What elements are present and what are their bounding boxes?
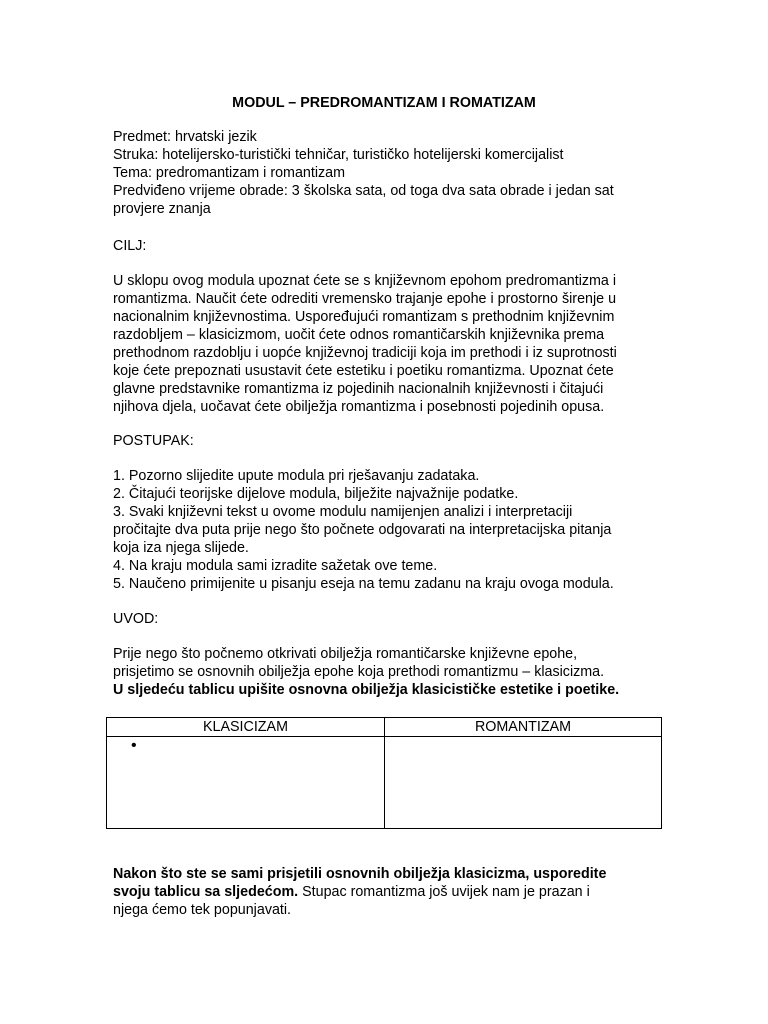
meta-block bbox=[113, 128, 614, 218]
postupak-line: 1. Pozorno slijedite upute modula pri rješavanju zadataka. bbox=[113, 468, 480, 484]
cilj-line: glavne predstavnike romantizma iz pojedinih nacionalnih književnosti i čitajući bbox=[113, 381, 604, 397]
postupak-heading: POSTUPAK: bbox=[113, 433, 194, 449]
uvod-heading: UVOD: bbox=[113, 611, 159, 627]
table-cell-klasicizam[interactable] bbox=[107, 737, 385, 829]
meta-duration: Predviđeno vrijeme obrade: 3 školska sata, od toga dva sata obrade i jedan sat bbox=[113, 183, 614, 199]
cilj-heading: CILJ: bbox=[113, 238, 147, 254]
postupak-list bbox=[113, 467, 614, 593]
comparison-table bbox=[106, 717, 662, 829]
uvod-heading-block bbox=[113, 610, 158, 628]
meta-subject: Predmet: hrvatski jezik bbox=[113, 129, 257, 145]
meta-profession: Struka: hotelijersko-turistički tehničar, turističko hotelijerski komercijalist bbox=[113, 147, 564, 163]
postupak-line: 3. Svaki književni tekst u ovome modulu namijenjen analizi i interpretaciji bbox=[113, 504, 573, 520]
cilj-paragraph bbox=[113, 272, 617, 416]
table-header-romantizam: ROMANTIZAM bbox=[385, 718, 662, 737]
cilj-line: njihova djela, uočavat ćete obilježja romantizma i posebnosti pojedinih opusa. bbox=[113, 399, 605, 415]
postupak-line: 5. Naučeno primijenite u pisanju eseja na temu zadanu na kraju ovoga modula. bbox=[113, 576, 614, 592]
meta-duration-cont: provjere znanja bbox=[113, 201, 211, 217]
bullet-point: • bbox=[131, 737, 137, 754]
cilj-line: prethodnom razdoblju i uopće književnoj tradiciji koja im prethodi i iz suprotnosti bbox=[113, 345, 617, 361]
cilj-line: razdobljem – klasicizmom, uočit ćete odnos romantičarskih književnika prema bbox=[113, 327, 605, 343]
table-cell-romantizam[interactable] bbox=[385, 737, 662, 829]
closing-line-1: Nakon što ste se sami prisjetili osnovnih obilježja klasicizma, usporedite bbox=[113, 866, 607, 882]
closing-line-2 bbox=[113, 883, 606, 901]
table-header-row bbox=[107, 718, 662, 737]
postupak-line: 2. Čitajući teorijske dijelove modula, bilježite najvažnije podatke. bbox=[113, 486, 519, 502]
cilj-heading-block bbox=[113, 237, 146, 255]
postupak-heading-block bbox=[113, 432, 194, 450]
document-title: MODUL – PREDROMANTIZAM I ROMATIZAM bbox=[232, 95, 536, 111]
uvod-paragraph bbox=[113, 645, 619, 699]
closing-line-3: njega ćemo tek popunjavati. bbox=[113, 902, 292, 918]
postupak-line: pročitajte dva puta prije nego što počnete odgovarati na interpretacijska pitanja bbox=[113, 522, 612, 538]
meta-topic: Tema: predromantizam i romantizam bbox=[113, 165, 346, 181]
postupak-line: koja iza njega slijede. bbox=[113, 540, 249, 556]
table-row bbox=[107, 737, 662, 829]
uvod-instruction: U sljedeću tablicu upišite osnovna obilježja klasicističke estetike i poetike. bbox=[113, 682, 620, 698]
table-header-klasicizam: KLASICIZAM bbox=[107, 718, 385, 737]
cilj-line: nacionalnim književnostima. Uspoređujući romantizam s prethodnim književnim bbox=[113, 309, 615, 325]
closing-bold-part: svoju tablicu sa sljedećom. bbox=[113, 884, 299, 900]
postupak-line: 4. Na kraju modula sami izradite sažetak ove teme. bbox=[113, 558, 438, 574]
closing-paragraph bbox=[113, 865, 606, 919]
cilj-line: romantizma. Naučit ćete odrediti vremensko trajanje epohe i prostorno širenje u bbox=[113, 291, 617, 307]
uvod-line: prisjetimo se osnovnih obilježja epohe koja prethodi romantizmu – klasicizma. bbox=[113, 664, 605, 680]
closing-normal-part: Stupac romantizma još uvijek nam je prazan i bbox=[298, 884, 590, 900]
uvod-line: Prije nego što počnemo otkrivati obilježja romantičarske književne epohe, bbox=[113, 646, 578, 662]
cilj-line: koje ćete prepoznati usustavit ćete estetiku i poetiku romantizma. Upoznat ćete bbox=[113, 363, 614, 379]
cilj-line: U sklopu ovog modula upoznat ćete se s književnom epohom predromantizma i bbox=[113, 273, 617, 289]
